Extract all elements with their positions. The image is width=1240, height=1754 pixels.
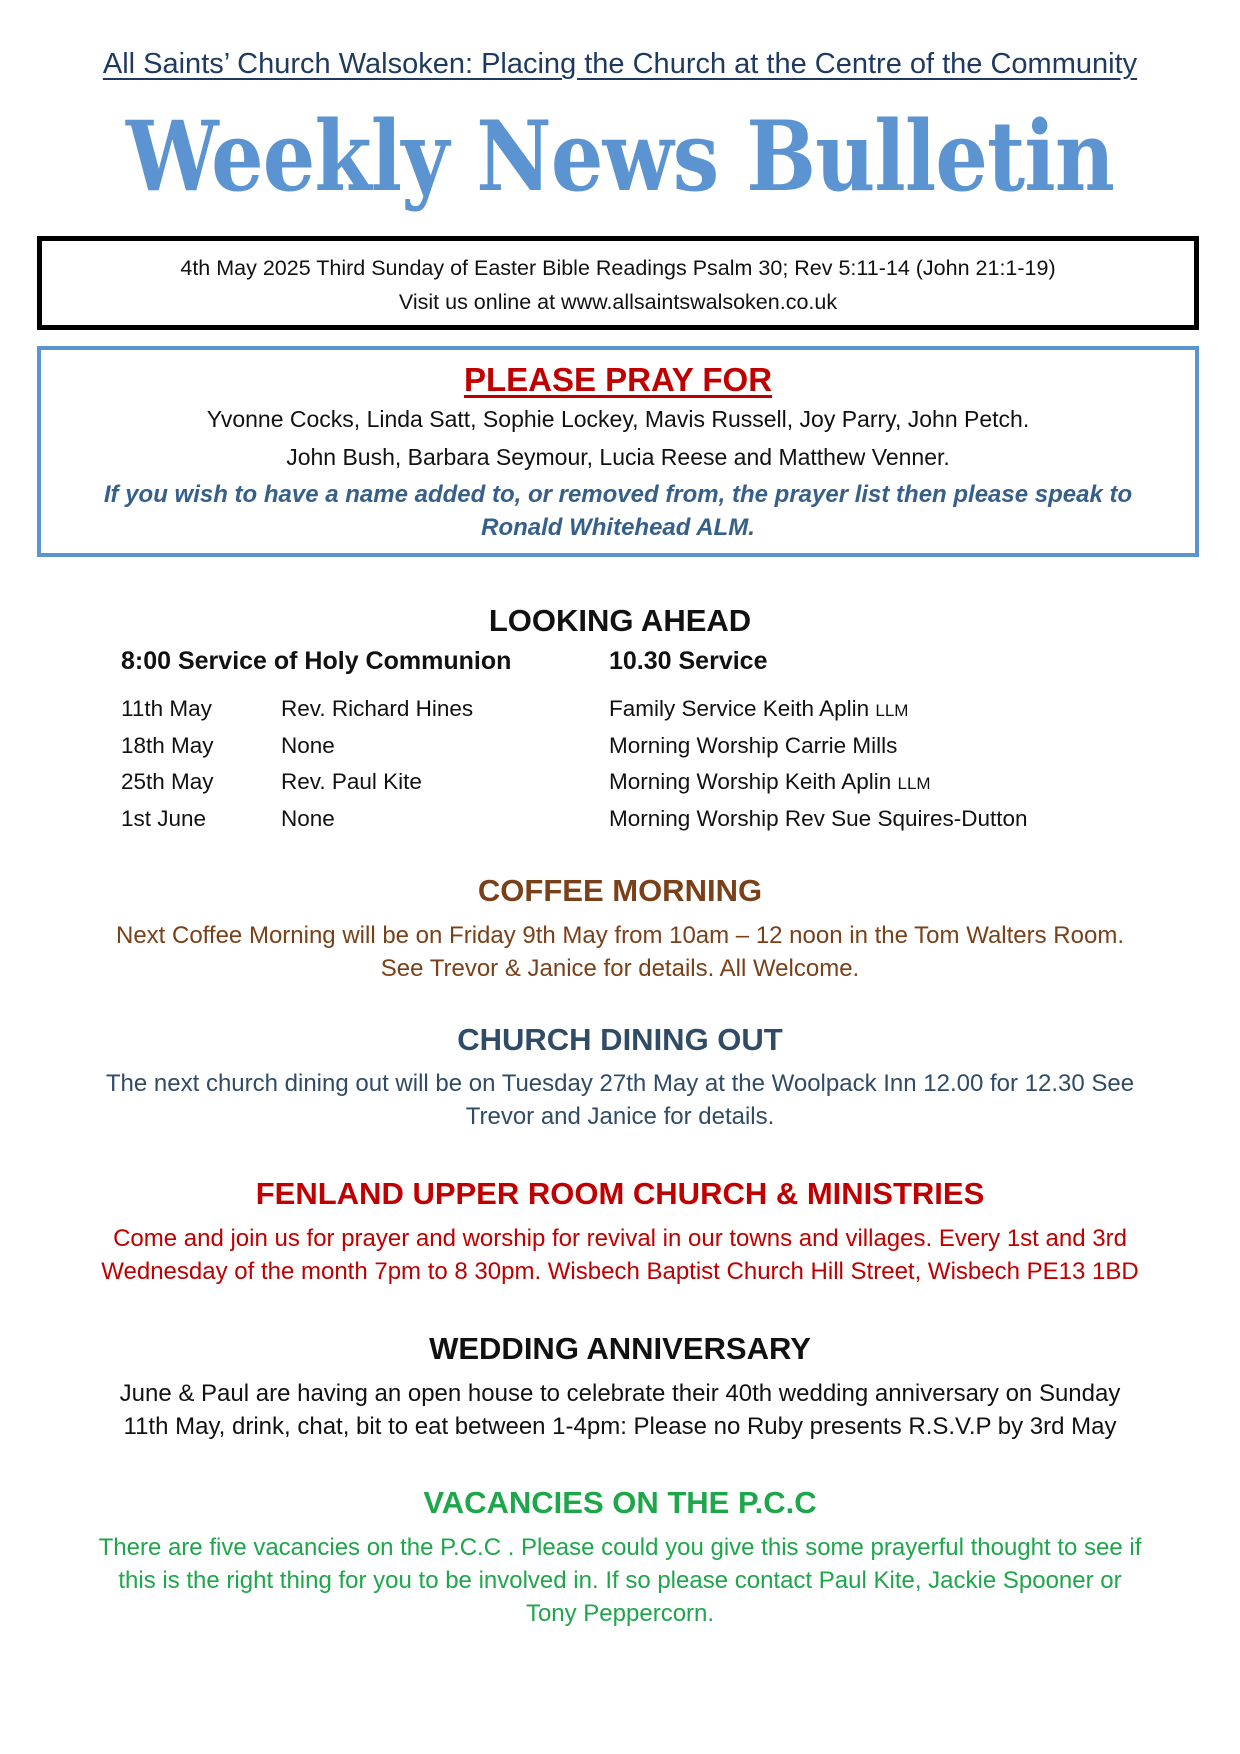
church-tagline: All Saints’ Church Walsoken: Placing the Church at the Centre of the Community bbox=[102, 48, 1138, 80]
llm-suffix: LLM bbox=[875, 701, 909, 720]
anniversary-line-1: June & Paul are having an open house to celebrate their 40th wedding anniversary on Sunday bbox=[119, 1380, 1121, 1407]
coffee-morning-title: COFFEE MORNING bbox=[477, 873, 763, 908]
schedule-late-service bbox=[609, 769, 931, 795]
pcc-line-2: this is the right thing for you to be involved in. If so please contact Paul Kite, Jackie Spooner or bbox=[118, 1567, 1122, 1594]
late-service-heading: 10.30 Service bbox=[609, 647, 768, 675]
late-service-text: Morning Worship Keith Aplin bbox=[609, 769, 892, 794]
pcc-line-3: Tony Peppercorn. bbox=[525, 1600, 715, 1627]
pcc-line-1: There are five vacancies on the P.C.C . Please could you give this some prayerful thought to see if bbox=[98, 1534, 1142, 1561]
schedule-late-service bbox=[609, 696, 908, 722]
schedule-date: 18th May bbox=[121, 732, 214, 758]
dining-out-title: CHURCH DINING OUT bbox=[457, 1022, 783, 1057]
late-service-text: Morning Worship Carrie Mills bbox=[609, 732, 898, 758]
prayer-title: PLEASE PRAY FOR bbox=[463, 361, 773, 398]
coffee-line-1: Next Coffee Morning will be on Friday 9th May from 10am – 12 noon in the Tom Walters Room. bbox=[115, 922, 1124, 949]
fenland-title: FENLAND UPPER ROOM CHURCH & MINISTRIES bbox=[255, 1176, 985, 1211]
schedule-early-service: None bbox=[281, 805, 335, 831]
prayer-names-line-1: Yvonne Cocks, Linda Satt, Sophie Lockey, Mavis Russell, Joy Parry, John Petch. bbox=[206, 406, 1030, 432]
coffee-line-2: See Trevor & Janice for details. All Welcome. bbox=[380, 955, 860, 982]
readings-line: 4th May 2025 Third Sunday of Easter Bible Readings Psalm 30; Rev 5:11-14 (John 21:1-19) bbox=[180, 256, 1056, 280]
prayer-box bbox=[37, 346, 1199, 557]
fenland-line-1: Come and join us for prayer and worship for revival in our towns and villages. Every 1st and 3rd bbox=[113, 1225, 1127, 1252]
website-line: Visit us online at www.allsaintswalsoken.co.uk bbox=[398, 290, 838, 314]
schedule-early-service: Rev. Richard Hines bbox=[281, 696, 474, 721]
dining-line-1: The next church dining out will be on Tuesday 27th May at the Woolpack Inn 12.00 for 12.30 See bbox=[105, 1070, 1135, 1097]
llm-suffix: LLM bbox=[897, 774, 931, 793]
schedule-early-service: Rev. Paul Kite bbox=[281, 769, 422, 794]
pcc-vacancies-body bbox=[40, 1531, 1200, 1630]
schedule-date: 11th May bbox=[121, 696, 212, 721]
pcc-vacancies-title: VACANCIES ON THE P.C.C bbox=[423, 1485, 817, 1520]
fenland-body bbox=[40, 1222, 1200, 1288]
late-service-text: Family Service Keith Aplin bbox=[609, 696, 870, 721]
dining-out-body bbox=[40, 1067, 1200, 1133]
fenland-line-2: Wednesday of the month 7pm to 8 30pm. Wisbech Baptist Church Hill Street, Wisbech PE13 1BD bbox=[101, 1258, 1139, 1285]
schedule-date: 1st June bbox=[121, 805, 207, 831]
schedule-late-service bbox=[609, 806, 1028, 832]
prayer-names-line-2: John Bush, Barbara Seymour, Lucia Reese and Matthew Venner. bbox=[286, 444, 950, 470]
dining-line-2: Trevor and Janice for details. bbox=[465, 1103, 775, 1130]
coffee-morning-body bbox=[40, 919, 1200, 985]
schedule-late-service bbox=[609, 733, 897, 759]
anniversary-line-2: 11th May, drink, chat, bit to eat between 1-4pm: Please no Ruby presents R.S.V.P by 3rd May bbox=[123, 1413, 1117, 1440]
schedule-early-service: None bbox=[281, 732, 335, 758]
anniversary-body bbox=[40, 1377, 1200, 1443]
looking-ahead-title: LOOKING AHEAD bbox=[488, 603, 752, 638]
late-service-text: Morning Worship Rev Sue Squires-Dutton bbox=[609, 805, 1028, 831]
schedule-date: 25th May bbox=[121, 769, 214, 794]
early-service-heading: 8:00 Service of Holy Communion bbox=[121, 647, 512, 675]
service-info-box bbox=[37, 236, 1199, 330]
anniversary-title: WEDDING ANNIVERSARY bbox=[429, 1331, 811, 1366]
prayer-list-note: If you wish to have a name added to, or removed from, the prayer list then please speak to Ronald Whitehead ALM. bbox=[103, 481, 1133, 541]
masthead-title: Weekly News Bulletin bbox=[125, 100, 1114, 213]
